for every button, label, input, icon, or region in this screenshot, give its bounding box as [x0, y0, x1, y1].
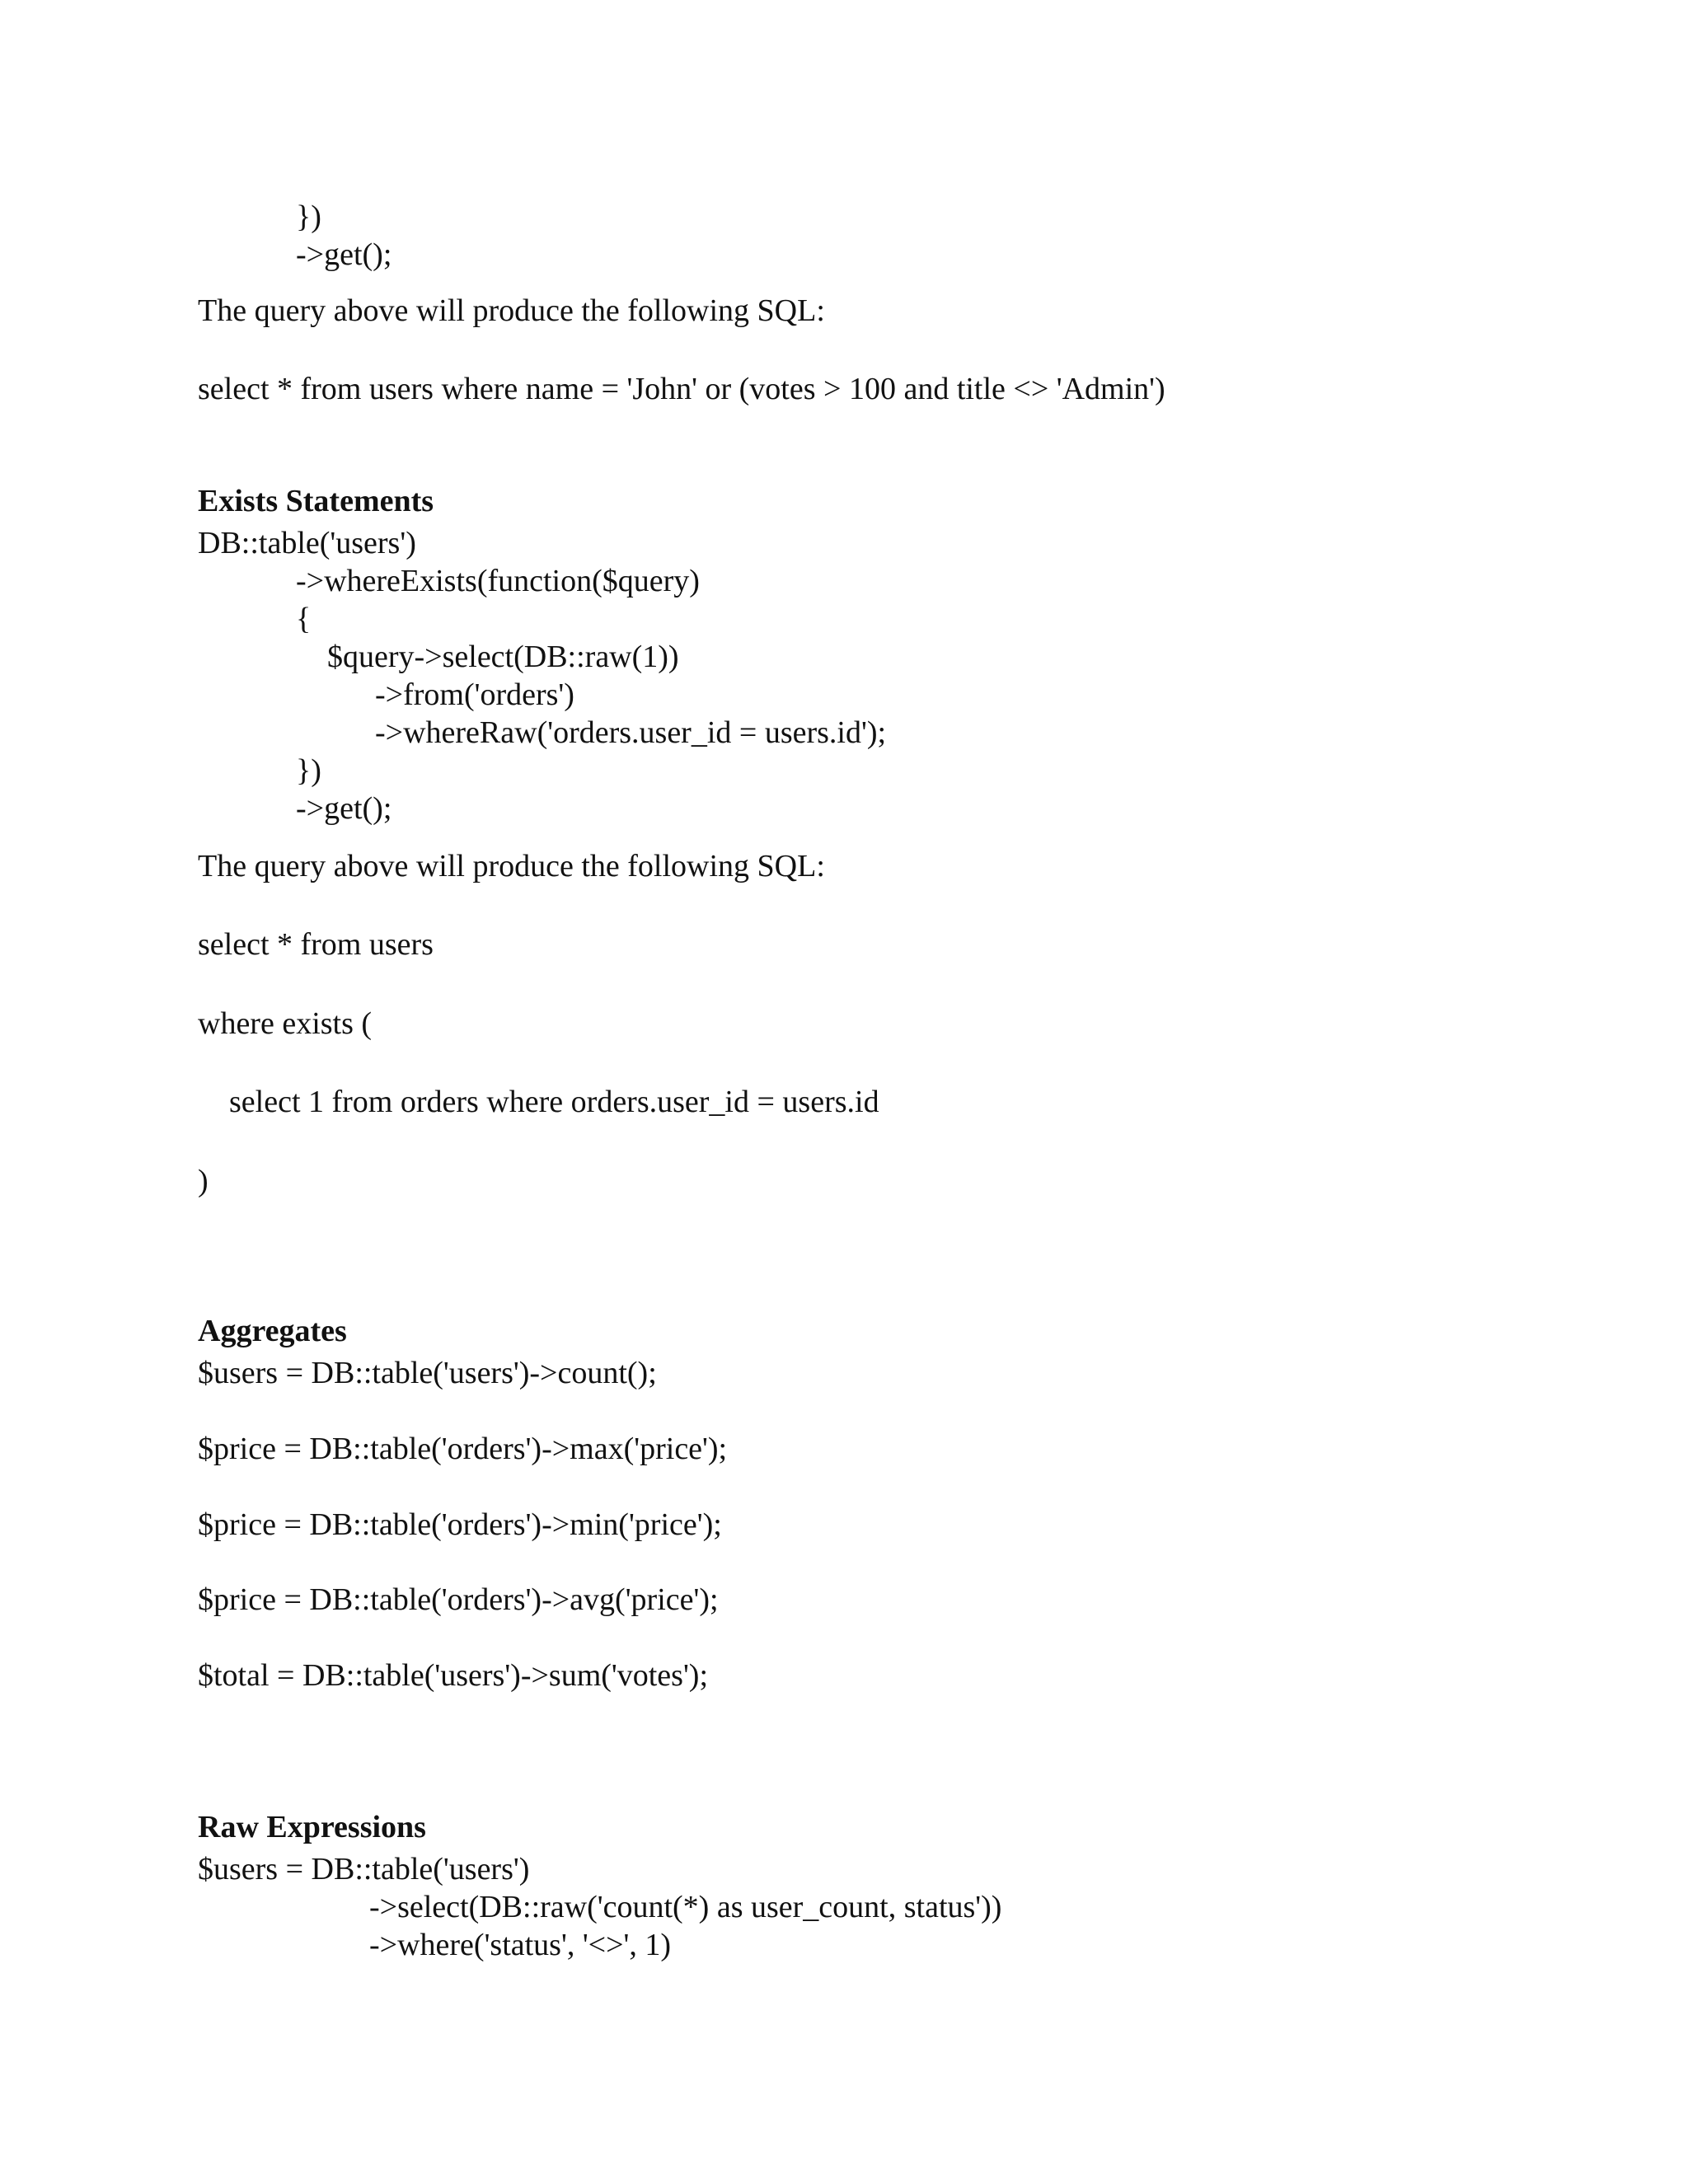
code-line: ->get(); — [296, 237, 392, 272]
code-line: $query->select(DB::raw(1)) — [327, 640, 679, 674]
code-line: DB::table('users') — [198, 526, 416, 560]
sql-line: select * from users — [198, 927, 434, 962]
paragraph: The query above will produce the following SQL: — [198, 849, 825, 883]
sql-line: where exists ( — [198, 1006, 373, 1041]
code-line: $users = DB::table('users')->count(); — [198, 1356, 657, 1390]
section-heading: Aggregates — [198, 1314, 347, 1348]
sql-line: select * from users where name = 'John' or (votes > 100 and title <> 'Admin') — [198, 372, 1165, 406]
sql-line: ) — [198, 1164, 209, 1198]
code-line: }) — [296, 199, 321, 234]
code-line: ->where('status', '<>', 1) — [369, 1928, 672, 1962]
code-line: $total = DB::table('users')->sum('votes'); — [198, 1658, 709, 1693]
code-line: $users = DB::table('users') — [198, 1852, 530, 1886]
code-line: ->whereExists(function($query) — [296, 564, 700, 598]
section-heading: Exists Statements — [198, 484, 434, 518]
code-line: ->from('orders') — [375, 677, 574, 712]
section-heading: Raw Expressions — [198, 1810, 426, 1844]
code-line: ->whereRaw('orders.user_id = users.id'); — [375, 715, 887, 750]
paragraph: The query above will produce the following SQL: — [198, 293, 825, 328]
code-line: $price = DB::table('orders')->avg('price'); — [198, 1582, 719, 1617]
code-line: ->select(DB::raw('count(*) as user_count, status')) — [369, 1890, 1002, 1924]
code-line: $price = DB::table('orders')->min('price'); — [198, 1507, 722, 1542]
code-line: $price = DB::table('orders')->max('price'); — [198, 1432, 728, 1466]
code-line: ->get(); — [296, 791, 392, 826]
code-line: { — [296, 602, 312, 636]
sql-line: select 1 from orders where orders.user_id = users.id — [229, 1085, 879, 1119]
code-line: }) — [296, 753, 321, 788]
